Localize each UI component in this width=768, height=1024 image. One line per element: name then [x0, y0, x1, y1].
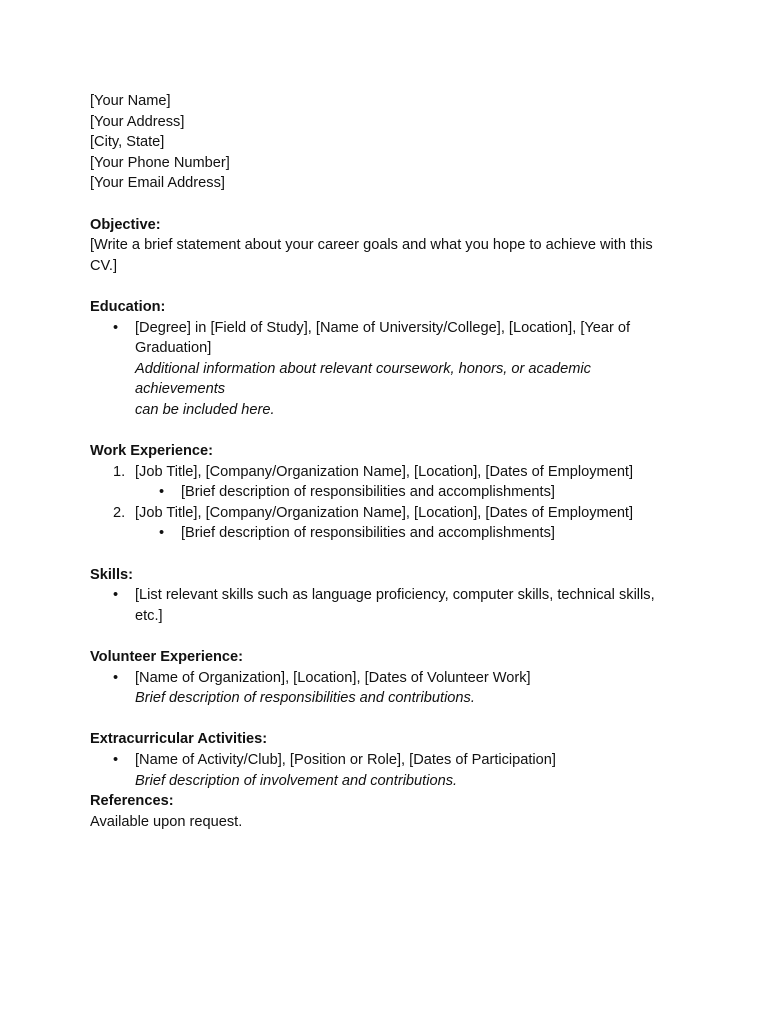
education-item [90, 318, 690, 421]
education-degree-line: [Degree] in [Field of Study], [Name of University/College], [Location], [Year of [135, 319, 631, 336]
volunteer-heading: Volunteer Experience: [90, 649, 244, 666]
spacer [90, 626, 690, 647]
job-entry: [Job Title], [Company/Organization Name], [Location], [Dates of Employment] [135, 504, 634, 521]
volunteer-list [90, 668, 690, 709]
objective-text-line: [Write a brief statement about your career goals and what you hope to achieve with this [90, 237, 653, 254]
extracurricular-item [90, 750, 690, 791]
education-heading: Education: [90, 298, 166, 315]
references-heading: References: [90, 793, 174, 810]
bullet-icon: • [113, 752, 119, 768]
job-description: [Brief description of responsibilities and accomplishments] [181, 484, 555, 501]
list-number: 1. [113, 463, 126, 480]
skills-text-line: etc.] [135, 607, 163, 624]
bullet-icon: • [113, 669, 119, 686]
volunteer-entry: [Name of Organization], [Location], [Dates of Volunteer Work] [135, 669, 531, 686]
education-list [90, 318, 690, 421]
contact-email: [Your Email Address] [90, 175, 225, 192]
skills-section [90, 565, 690, 627]
skills-item [90, 585, 690, 626]
spacer [90, 421, 690, 442]
bullet-icon: • [159, 484, 165, 501]
list-number: 2. [113, 504, 126, 521]
work-experience-item [90, 462, 690, 503]
spacer [90, 276, 690, 297]
references-text: Available upon request. [90, 813, 243, 830]
education-degree-line: Graduation] [135, 340, 212, 357]
education-section [90, 297, 690, 421]
education-note-line: can be included here. [135, 401, 275, 418]
job-description: [Brief description of responsibilities and accomplishments] [181, 525, 555, 542]
extracurricular-entry: [Name of Activity/Club], [Position or Role], [Dates of Participation] [135, 752, 556, 768]
contact-name: [Your Name] [90, 93, 171, 109]
bullet-icon: • [159, 525, 165, 542]
volunteer-description: Brief description of responsibilities and contributions. [135, 690, 475, 707]
volunteer-item [90, 668, 690, 709]
bullet-icon: • [113, 319, 119, 336]
resume-document [90, 91, 690, 832]
objective-text-line: CV.] [90, 257, 118, 274]
spacer [90, 544, 690, 565]
education-note-line: Additional information about relevant coursework, honors, or academic [135, 360, 591, 377]
extracurricular-description: Brief description of involvement and contributions. [135, 772, 458, 789]
job-entry: [Job Title], [Company/Organization Name], [Location], [Dates of Employment] [135, 463, 634, 480]
spacer [90, 194, 690, 215]
extracurricular-section [90, 729, 690, 791]
contact-section [90, 91, 690, 194]
objective-section [90, 215, 690, 277]
contact-phone: [Your Phone Number] [90, 154, 230, 171]
spacer [90, 709, 690, 730]
work-experience-section [90, 441, 690, 544]
work-experience-item [90, 503, 690, 544]
extracurricular-heading: Extracurricular Activities: [90, 731, 268, 748]
references-section [90, 791, 690, 832]
volunteer-section [90, 647, 690, 709]
skills-text-line: [List relevant skills such as language proficiency, computer skills, technical skills, [135, 587, 655, 604]
skills-list [90, 585, 690, 626]
bullet-icon: • [113, 587, 119, 604]
objective-heading: Objective: [90, 216, 161, 233]
skills-heading: Skills: [90, 566, 133, 583]
contact-city-state: [City, State] [90, 134, 165, 151]
extracurricular-list [90, 750, 690, 791]
work-experience-list [90, 462, 690, 544]
contact-address: [Your Address] [90, 113, 185, 130]
education-note-line: achievements [135, 381, 226, 398]
work-experience-heading: Work Experience: [90, 443, 214, 460]
